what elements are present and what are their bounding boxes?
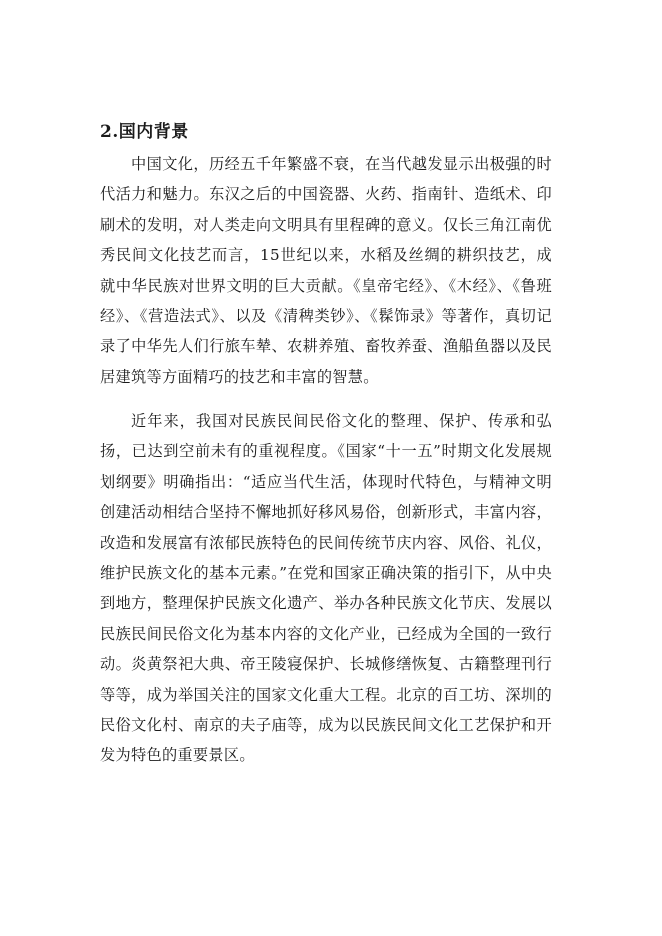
paragraph-history: 中国文化，历经五千年繁盛不衰，在当代越发显示出极强的时代活力和魅力。东汉之后的中国瓷器、火药、指南针、造纸术、印刷术的发明，对人类走向文明具有里程碑的意义。仅长三角江南优秀民间文化技艺而言，15世纪以来，水稻及丝绸的耕织技艺，成就中华民族对世界文明的巨大贡献。《皇帝宅经》、《木经》、《鲁班经》、《营造法式》、以及《清稗类钞》、《髹饰录》等著作，真切记录了中华先人们行旅车辇、农耕养殖、畜牧养蚕、渔船鱼器以及民居建筑等方面精巧的技艺和丰富的智慧。 bbox=[100, 155, 552, 386]
paragraph-recent-policy: 近年来，我国对民族民间民俗文化的整理、保护、传承和弘扬，已达到空前未有的重视程度。《国家“十一五”时期文化发展规划纲要》明确指出：“适应当代生活，体现时代特色，与精神文明创建活动相结合坚持不懈地抓好移风易俗，创新形式，丰富内容，改造和发展富有浓郁民族特色的民间传统节庆内容、风俗、礼仪，维护民族文化的基本元素。”在党和国家正确决策的指引下，从中央到地方，整理保护民族文化遗产、举办各种民族文化节庆、发展以民族民间民俗文化为基本内容的文化产业，已经成为全国的一致行动。炎黄祭祀大典、帝王陵寝保护、长城修缮恢复、古籍整理刊行等等，成为举国关注的国家文化重大工程。北京的百工坊、深圳的民俗文化村、南京的夫子庙等，成为以民族民间文化工艺保护和开发为特色的重要景区。 bbox=[100, 412, 552, 765]
section-heading: 2.国内背景 bbox=[100, 122, 189, 142]
